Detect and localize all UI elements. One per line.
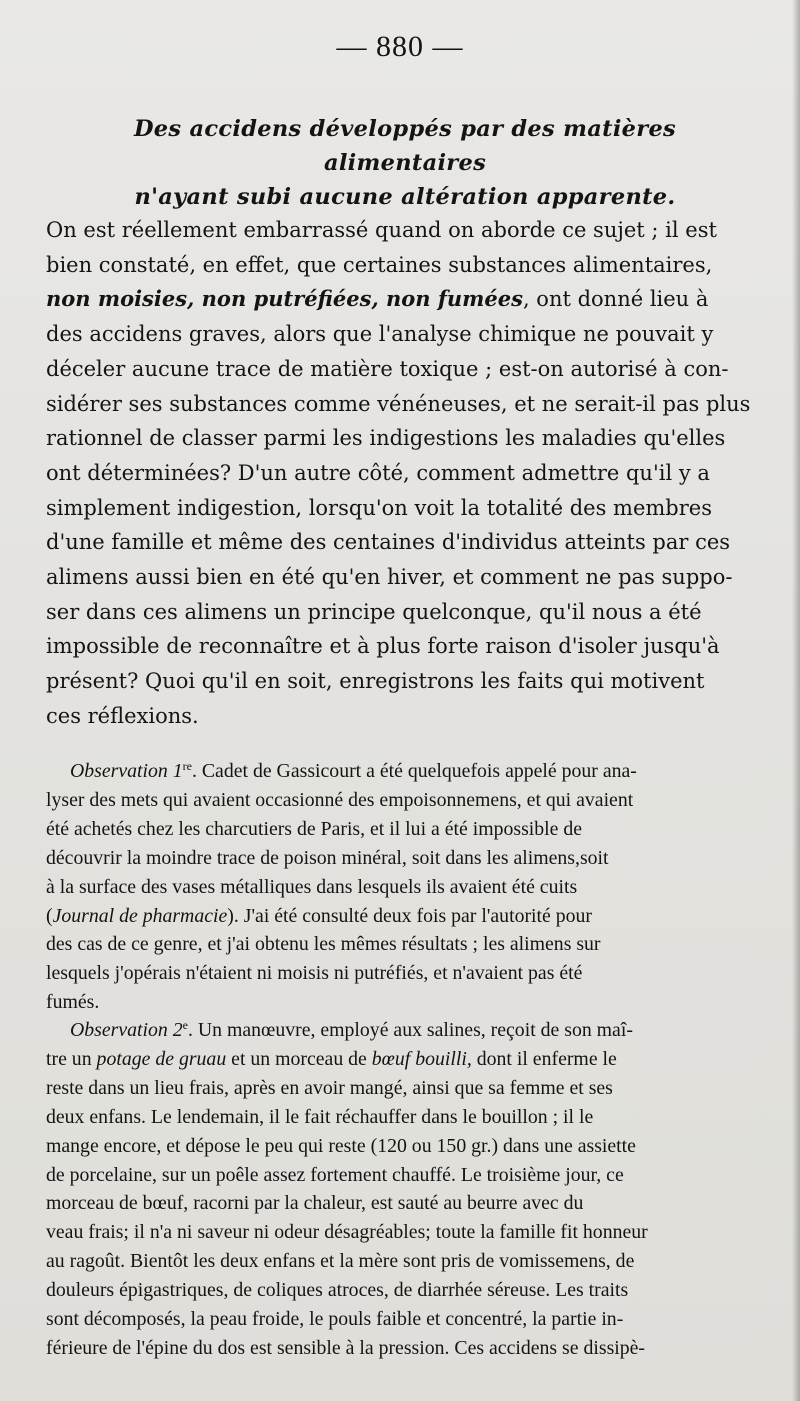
intro-paragraph [46,213,758,734]
section-title-line-1: Des accidens développés par des matières alimentaires [133,116,677,176]
text-line: lyser des mets qui avaient occasionné des empoisonnemens, et qui avaient [46,788,634,811]
text-line: bien constaté, en effet, que certaines substances alimentaires, [46,252,713,277]
text-line: ces réflexions. [46,703,199,728]
text-line: découvrir la moindre trace de poison minéral, soit dans les alimens,soit [46,846,609,869]
observation-label: Observation 2 [70,1019,183,1041]
italic-phrase: non moisies, non putréfiées, non fumées [46,286,523,312]
text-line: veau frais; il n'a ni saveur ni odeur désagréables; toute la famille fit honneur [46,1221,648,1244]
text-line [46,757,760,786]
text-line: des accidens graves, alors que l'analyse chimique ne pouvait y [46,322,714,347]
ordinal-suffix: re [182,759,192,773]
text-line: de porcelaine, sur un poêle assez fortement chauffé. Le troisième jour, ce [46,1163,624,1186]
text-line: présent? Quoi qu'il en soit, enregistrons les faits qui motivent [46,669,705,694]
text-fragment: et un morceau de [226,1047,372,1070]
page-number: — 880 — [336,30,464,63]
text-line [46,1016,760,1045]
text-line [46,1045,760,1074]
text-line: sont décomposés, la peau froide, le pouls faible et concentré, la partie in- [46,1308,624,1331]
italic-phrase: potage de gruau [96,1047,227,1070]
text-fragment: . Cadet de Gassicourt a été quelquefois appelé pour ana- [191,760,637,782]
italic-phrase: bœuf bouilli, [371,1047,472,1070]
text-line: déceler aucune trace de matière toxique ; est-on autorisé à con- [46,356,729,381]
text-fragment: , ont donné lieu à [522,287,709,312]
journal-title: Journal de pharmacie [52,904,228,927]
text-line: deux enfans. Le lendemain, il le fait réchauffer dans le bouillon ; il le [46,1105,594,1128]
observation-label: Observation 1 [70,760,183,782]
section-title-line-2: n'ayant subi aucune altération apparente. [134,184,676,210]
text-line: reste dans un lieu frais, après en avoir mangé, ainsi que sa femme et ses [46,1076,613,1099]
text-line [46,902,760,931]
text-line: des cas de ce genre, et j'ai obtenu les mêmes résultats ; les alimens sur [46,933,601,956]
text-line: férieure de l'épine du dos est sensible à la pression. Ces accidens se dissipè- [46,1336,646,1359]
text-fragment: dont il enferme le [471,1047,617,1070]
text-line: On est réellement embarrassé quand on aborde ce sujet ; il est [46,218,717,242]
text-line: sidérer ses substances comme vénéneuses, et ne serait-il pas plus [46,391,751,416]
observation-1 [46,757,760,1017]
text-line: morceau de bœuf, racorni par la chaleur, est sauté au beurre avec du [46,1192,584,1215]
text-line: à la surface des vases métalliques dans lesquels ils avaient été cuits [46,875,578,898]
text-line: mange encore, et dépose le peu qui reste (120 ou 150 gr.) dans une assiette [46,1134,636,1157]
text-fragment: ). J'ai été consulté deux fois par l'autorité pour [227,904,593,927]
text-line: impossible de reconnaître et à plus forte raison d'isoler jusqu'à [46,634,720,659]
page-edge-shadow [792,0,800,1401]
text-line: ser dans ces alimens un principe quelconque, qu'il nous a été [46,599,702,624]
text-line: au ragoût. Bientôt les deux enfans et la mère sont pris de vomissemens, de [46,1250,635,1273]
text-line: été achetés chez les charcutiers de Paris, et il lui a été impossible de [46,817,583,840]
text-fragment: . Un manœuvre, employé aux salines, reçoit de son maî- [187,1019,633,1041]
text-line: d'une famille et même des centaines d'individus atteints par ces [46,530,731,555]
text-fragment: tre un [46,1047,97,1070]
text-line: fumés. [46,991,100,1014]
observation-2 [46,1016,760,1363]
text-line: ont déterminées? D'un autre côté, comment admettre qu'il y a [46,460,710,485]
text-line: alimens aussi bien en été qu'en hiver, et comment ne pas suppo- [46,565,733,590]
text-line: simplement indigestion, lorsqu'on voit la totalité des membres [46,495,712,520]
section-title [60,112,750,214]
text-fragment: ( [46,904,53,927]
text-line: douleurs épigastriques, de coliques atroces, de diarrhée séreuse. Les traits [46,1279,629,1302]
text-line: rationnel de classer parmi les indigestions les maladies qu'elles [46,426,726,451]
ordinal-suffix: e [182,1018,188,1032]
text-line [46,282,758,317]
text-line: lesquels j'opérais n'étaient ni moisis ni putréfiés, et n'avaient pas été [46,962,583,985]
